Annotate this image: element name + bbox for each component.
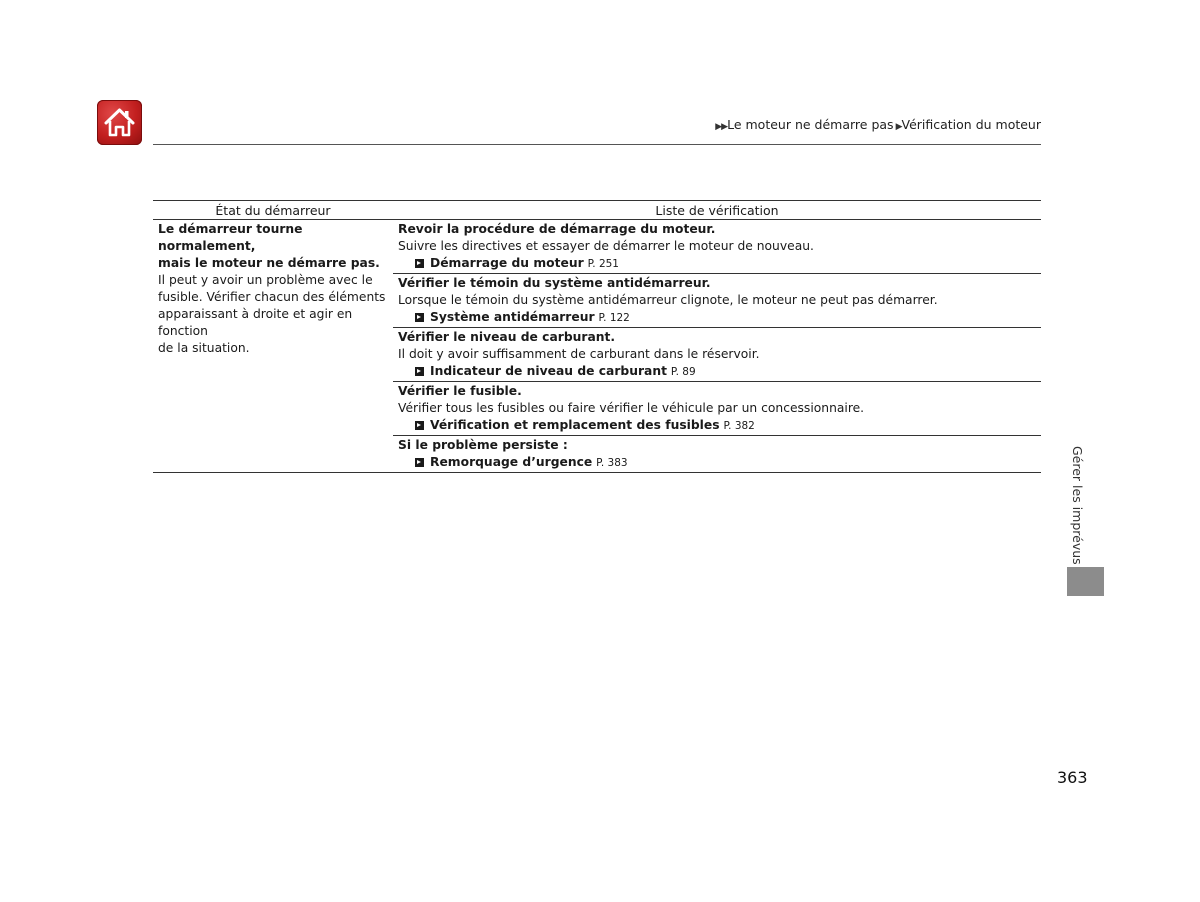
column-header-checklist: Liste de vérification	[393, 201, 1041, 220]
check-item-title: Vérifier le niveau de carburant.	[398, 330, 616, 344]
column-header-state: État du démarreur	[153, 201, 393, 220]
home-button[interactable]	[97, 100, 142, 145]
reference-arrow-icon	[415, 458, 424, 467]
check-item	[393, 220, 1041, 274]
check-item-ref[interactable]	[398, 454, 1036, 472]
reference-arrow-icon	[415, 313, 424, 322]
page-number: 363	[1057, 768, 1088, 787]
check-item-ref[interactable]	[398, 255, 1036, 273]
check-item-title: Si le problème persiste :	[398, 438, 568, 452]
double-arrow-icon: ▶▶	[715, 122, 728, 132]
check-item	[393, 328, 1041, 382]
state-text-line: de la situation.	[158, 341, 250, 355]
check-item-text: Il doit y avoir suffisamment de carburant dans le réservoir.	[398, 347, 760, 361]
state-text-line: apparaissant à droite et agir en fonction	[158, 307, 353, 338]
ref-page[interactable]: P. 383	[596, 457, 628, 469]
reference-arrow-icon	[415, 367, 424, 376]
ref-page[interactable]: P. 89	[670, 366, 696, 378]
check-item	[393, 436, 1041, 473]
breadcrumb-item-1[interactable]: Le moteur ne démarre pas	[727, 117, 894, 132]
ref-label[interactable]: Remorquage d’urgence	[430, 455, 593, 469]
check-item	[393, 382, 1041, 436]
check-item-text: Vérifier tous les fusibles ou faire vérifier le véhicule par un concessionnaire.	[398, 401, 865, 415]
ref-page[interactable]: P. 251	[587, 258, 619, 270]
arrow-icon: ▶	[895, 122, 902, 132]
check-item-text: Lorsque le témoin du système antidémarreur clignote, le moteur ne peut pas démarrer.	[398, 293, 938, 307]
check-item-ref[interactable]	[398, 363, 1036, 381]
reference-arrow-icon	[415, 421, 424, 430]
checklist-table	[153, 200, 1041, 473]
state-text-line: Il peut y avoir un problème avec le	[158, 273, 373, 287]
state-text-line: fusible. Vérifier chacun des éléments	[158, 290, 386, 304]
home-icon	[101, 104, 138, 141]
breadcrumb-item-2[interactable]: Vérification du moteur	[901, 117, 1041, 132]
header-divider	[153, 144, 1041, 145]
ref-label[interactable]: Système antidémarreur	[430, 310, 595, 324]
ref-page[interactable]: P. 382	[723, 420, 755, 432]
section-side-label	[1065, 446, 1105, 564]
check-item-title: Revoir la procédure de démarrage du moteur.	[398, 222, 716, 236]
section-label-text: Gérer les imprévus	[1070, 446, 1085, 565]
ref-page[interactable]: P. 122	[598, 312, 630, 324]
check-item-ref[interactable]	[398, 417, 1036, 435]
starter-state-cell	[153, 220, 393, 473]
check-item-text: Suivre les directives et essayer de démarrer le moteur de nouveau.	[398, 239, 814, 253]
breadcrumb	[715, 117, 1041, 132]
state-title-line: mais le moteur ne démarre pas.	[158, 256, 380, 270]
check-item-ref[interactable]	[398, 309, 1036, 327]
check-item-title: Vérifier le témoin du système antidémarreur.	[398, 276, 711, 290]
check-item-title: Vérifier le fusible.	[398, 384, 522, 398]
reference-arrow-icon	[415, 259, 424, 268]
state-title-line: Le démarreur tourne normalement,	[158, 222, 303, 253]
section-tab[interactable]	[1067, 567, 1104, 596]
ref-label[interactable]: Démarrage du moteur	[430, 256, 584, 270]
ref-label[interactable]: Vérification et remplacement des fusibles	[430, 418, 720, 432]
ref-label[interactable]: Indicateur de niveau de carburant	[430, 364, 667, 378]
check-item	[393, 274, 1041, 328]
